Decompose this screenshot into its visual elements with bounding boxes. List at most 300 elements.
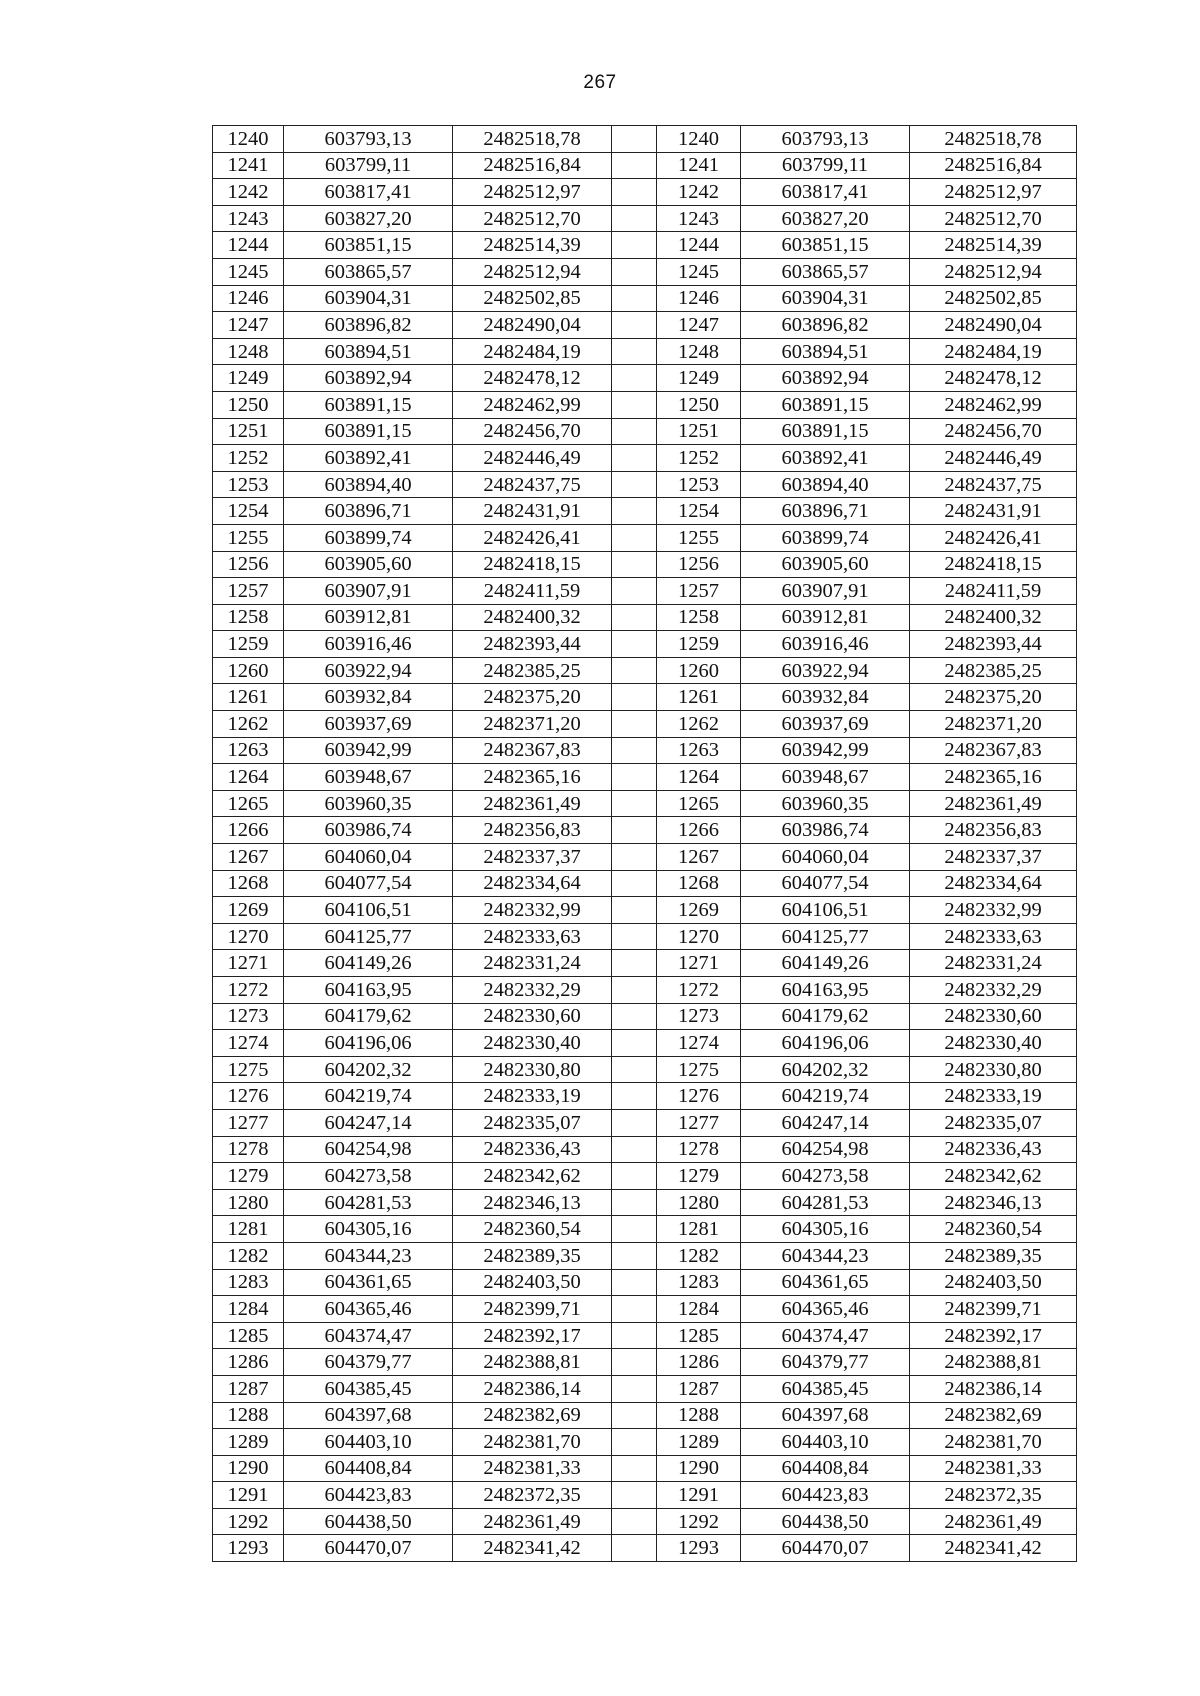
left-point-number: 1266: [213, 817, 284, 844]
left-y-coordinate: 2482484,19: [453, 338, 612, 365]
right-point-number: 1241: [657, 152, 741, 179]
table-row: [213, 1242, 1077, 1269]
right-y-coordinate: 2482385,25: [910, 657, 1077, 684]
left-y-coordinate: 2482437,75: [453, 471, 612, 498]
left-y-coordinate: 2482330,60: [453, 1003, 612, 1030]
left-y-coordinate: 2482346,13: [453, 1189, 612, 1216]
table-row: [213, 1482, 1077, 1509]
table-row: [213, 445, 1077, 472]
left-y-coordinate: 2482335,07: [453, 1109, 612, 1136]
right-y-coordinate: 2482437,75: [910, 471, 1077, 498]
separator-cell: [612, 1402, 657, 1429]
right-y-coordinate: 2482403,50: [910, 1269, 1077, 1296]
separator-cell: [612, 711, 657, 738]
separator-cell: [612, 817, 657, 844]
right-x-coordinate: 603892,41: [741, 445, 910, 472]
right-x-coordinate: 604361,65: [741, 1269, 910, 1296]
right-x-coordinate: 604202,32: [741, 1056, 910, 1083]
right-y-coordinate: 2482361,49: [910, 1508, 1077, 1535]
right-x-coordinate: 603892,94: [741, 365, 910, 392]
left-y-coordinate: 2482393,44: [453, 631, 612, 658]
separator-cell: [612, 870, 657, 897]
right-x-coordinate: 603851,15: [741, 232, 910, 259]
left-y-coordinate: 2482516,84: [453, 152, 612, 179]
right-x-coordinate: 603899,74: [741, 524, 910, 551]
left-point-number: 1256: [213, 551, 284, 578]
right-point-number: 1273: [657, 1003, 741, 1030]
right-point-number: 1249: [657, 365, 741, 392]
right-x-coordinate: 604423,83: [741, 1482, 910, 1509]
left-point-number: 1265: [213, 790, 284, 817]
right-x-coordinate: 604179,62: [741, 1003, 910, 1030]
table-row: [213, 205, 1077, 232]
right-point-number: 1290: [657, 1455, 741, 1482]
table-row: [213, 365, 1077, 392]
table-row: [213, 1455, 1077, 1482]
left-y-coordinate: 2482385,25: [453, 657, 612, 684]
left-x-coordinate: 604163,95: [284, 977, 453, 1004]
left-point-number: 1259: [213, 631, 284, 658]
table-row: [213, 1216, 1077, 1243]
left-y-coordinate: 2482462,99: [453, 391, 612, 418]
left-point-number: 1292: [213, 1508, 284, 1535]
table-row: [213, 737, 1077, 764]
table-row: [213, 498, 1077, 525]
right-y-coordinate: 2482411,59: [910, 578, 1077, 605]
right-point-number: 1278: [657, 1136, 741, 1163]
separator-cell: [612, 657, 657, 684]
left-y-coordinate: 2482332,99: [453, 897, 612, 924]
left-point-number: 1279: [213, 1163, 284, 1190]
left-point-number: 1268: [213, 870, 284, 897]
right-y-coordinate: 2482382,69: [910, 1402, 1077, 1429]
table-row: [213, 391, 1077, 418]
left-y-coordinate: 2482512,70: [453, 205, 612, 232]
right-y-coordinate: 2482361,49: [910, 790, 1077, 817]
table-row: [213, 844, 1077, 871]
right-y-coordinate: 2482456,70: [910, 418, 1077, 445]
separator-cell: [612, 152, 657, 179]
left-point-number: 1285: [213, 1322, 284, 1349]
right-point-number: 1271: [657, 950, 741, 977]
left-y-coordinate: 2482478,12: [453, 365, 612, 392]
table-row: [213, 471, 1077, 498]
right-y-coordinate: 2482512,97: [910, 179, 1077, 206]
left-y-coordinate: 2482512,97: [453, 179, 612, 206]
left-x-coordinate: 604344,23: [284, 1242, 453, 1269]
right-y-coordinate: 2482341,42: [910, 1535, 1077, 1562]
left-point-number: 1262: [213, 711, 284, 738]
left-y-coordinate: 2482382,69: [453, 1402, 612, 1429]
right-x-coordinate: 604470,07: [741, 1535, 910, 1562]
right-x-coordinate: 603904,31: [741, 285, 910, 312]
left-y-coordinate: 2482365,16: [453, 764, 612, 791]
right-y-coordinate: 2482381,70: [910, 1429, 1077, 1456]
separator-cell: [612, 338, 657, 365]
right-y-coordinate: 2482518,78: [910, 126, 1077, 153]
right-y-coordinate: 2482346,13: [910, 1189, 1077, 1216]
right-x-coordinate: 603891,15: [741, 391, 910, 418]
left-y-coordinate: 2482332,29: [453, 977, 612, 1004]
coordinates-table-body: [213, 126, 1077, 1562]
right-y-coordinate: 2482514,39: [910, 232, 1077, 259]
right-y-coordinate: 2482393,44: [910, 631, 1077, 658]
left-point-number: 1241: [213, 152, 284, 179]
table-row: [213, 1189, 1077, 1216]
left-x-coordinate: 604247,14: [284, 1109, 453, 1136]
right-point-number: 1262: [657, 711, 741, 738]
right-point-number: 1280: [657, 1189, 741, 1216]
table-row: [213, 126, 1077, 153]
right-point-number: 1291: [657, 1482, 741, 1509]
right-x-coordinate: 604254,98: [741, 1136, 910, 1163]
table-row: [213, 1508, 1077, 1535]
left-x-coordinate: 603892,94: [284, 365, 453, 392]
right-y-coordinate: 2482330,60: [910, 1003, 1077, 1030]
left-point-number: 1277: [213, 1109, 284, 1136]
left-x-coordinate: 604403,10: [284, 1429, 453, 1456]
left-y-coordinate: 2482360,54: [453, 1216, 612, 1243]
right-x-coordinate: 603865,57: [741, 258, 910, 285]
table-row: [213, 1429, 1077, 1456]
left-x-coordinate: 604408,84: [284, 1455, 453, 1482]
right-point-number: 1275: [657, 1056, 741, 1083]
right-x-coordinate: 604149,26: [741, 950, 910, 977]
left-x-coordinate: 603912,81: [284, 604, 453, 631]
left-point-number: 1289: [213, 1429, 284, 1456]
right-point-number: 1252: [657, 445, 741, 472]
left-y-coordinate: 2482356,83: [453, 817, 612, 844]
left-y-coordinate: 2482403,50: [453, 1269, 612, 1296]
left-x-coordinate: 604438,50: [284, 1508, 453, 1535]
right-y-coordinate: 2482333,63: [910, 923, 1077, 950]
left-x-coordinate: 603905,60: [284, 551, 453, 578]
right-y-coordinate: 2482418,15: [910, 551, 1077, 578]
separator-cell: [612, 126, 657, 153]
right-x-coordinate: 604273,58: [741, 1163, 910, 1190]
right-y-coordinate: 2482426,41: [910, 524, 1077, 551]
left-point-number: 1293: [213, 1535, 284, 1562]
separator-cell: [612, 684, 657, 711]
right-y-coordinate: 2482371,20: [910, 711, 1077, 738]
right-y-coordinate: 2482462,99: [910, 391, 1077, 418]
separator-cell: [612, 1242, 657, 1269]
left-x-coordinate: 603932,84: [284, 684, 453, 711]
right-point-number: 1243: [657, 205, 741, 232]
right-point-number: 1245: [657, 258, 741, 285]
separator-cell: [612, 1269, 657, 1296]
left-y-coordinate: 2482333,19: [453, 1083, 612, 1110]
table-row: [213, 764, 1077, 791]
right-x-coordinate: 603986,74: [741, 817, 910, 844]
right-x-coordinate: 603817,41: [741, 179, 910, 206]
table-row: [213, 977, 1077, 1004]
right-point-number: 1286: [657, 1349, 741, 1376]
left-y-coordinate: 2482386,14: [453, 1375, 612, 1402]
right-point-number: 1266: [657, 817, 741, 844]
left-point-number: 1246: [213, 285, 284, 312]
left-x-coordinate: 603896,71: [284, 498, 453, 525]
left-x-coordinate: 603948,67: [284, 764, 453, 791]
left-x-coordinate: 604060,04: [284, 844, 453, 871]
right-point-number: 1255: [657, 524, 741, 551]
left-y-coordinate: 2482418,15: [453, 551, 612, 578]
left-y-coordinate: 2482431,91: [453, 498, 612, 525]
left-x-coordinate: 603916,46: [284, 631, 453, 658]
left-point-number: 1284: [213, 1296, 284, 1323]
table-row: [213, 418, 1077, 445]
right-x-coordinate: 604344,23: [741, 1242, 910, 1269]
separator-cell: [612, 524, 657, 551]
separator-cell: [612, 205, 657, 232]
right-point-number: 1282: [657, 1242, 741, 1269]
left-point-number: 1283: [213, 1269, 284, 1296]
right-x-coordinate: 604060,04: [741, 844, 910, 871]
left-y-coordinate: 2482331,24: [453, 950, 612, 977]
right-y-coordinate: 2482399,71: [910, 1296, 1077, 1323]
separator-cell: [612, 1056, 657, 1083]
right-y-coordinate: 2482381,33: [910, 1455, 1077, 1482]
separator-cell: [612, 498, 657, 525]
right-x-coordinate: 603916,46: [741, 631, 910, 658]
left-y-coordinate: 2482333,63: [453, 923, 612, 950]
separator-cell: [612, 764, 657, 791]
left-point-number: 1287: [213, 1375, 284, 1402]
left-x-coordinate: 604423,83: [284, 1482, 453, 1509]
right-y-coordinate: 2482332,29: [910, 977, 1077, 1004]
table-row: [213, 1163, 1077, 1190]
left-y-coordinate: 2482399,71: [453, 1296, 612, 1323]
left-x-coordinate: 603904,31: [284, 285, 453, 312]
left-point-number: 1286: [213, 1349, 284, 1376]
left-point-number: 1249: [213, 365, 284, 392]
left-point-number: 1240: [213, 126, 284, 153]
left-x-coordinate: 603891,15: [284, 391, 453, 418]
left-point-number: 1248: [213, 338, 284, 365]
left-x-coordinate: 604397,68: [284, 1402, 453, 1429]
left-y-coordinate: 2482342,62: [453, 1163, 612, 1190]
left-x-coordinate: 603851,15: [284, 232, 453, 259]
right-y-coordinate: 2482392,17: [910, 1322, 1077, 1349]
table-row: [213, 338, 1077, 365]
left-y-coordinate: 2482388,81: [453, 1349, 612, 1376]
separator-cell: [612, 285, 657, 312]
table-row: [213, 897, 1077, 924]
right-y-coordinate: 2482484,19: [910, 338, 1077, 365]
right-x-coordinate: 604219,74: [741, 1083, 910, 1110]
right-point-number: 1287: [657, 1375, 741, 1402]
right-y-coordinate: 2482400,32: [910, 604, 1077, 631]
left-y-coordinate: 2482490,04: [453, 312, 612, 339]
table-row: [213, 179, 1077, 206]
left-x-coordinate: 604077,54: [284, 870, 453, 897]
right-y-coordinate: 2482331,24: [910, 950, 1077, 977]
right-point-number: 1260: [657, 657, 741, 684]
right-x-coordinate: 604379,77: [741, 1349, 910, 1376]
separator-cell: [612, 1003, 657, 1030]
table-row: [213, 1269, 1077, 1296]
right-y-coordinate: 2482490,04: [910, 312, 1077, 339]
left-x-coordinate: 604305,16: [284, 1216, 453, 1243]
left-point-number: 1258: [213, 604, 284, 631]
right-y-coordinate: 2482335,07: [910, 1109, 1077, 1136]
separator-cell: [612, 1535, 657, 1562]
separator-cell: [612, 312, 657, 339]
separator-cell: [612, 737, 657, 764]
right-y-coordinate: 2482356,83: [910, 817, 1077, 844]
separator-cell: [612, 578, 657, 605]
left-point-number: 1251: [213, 418, 284, 445]
separator-cell: [612, 471, 657, 498]
separator-cell: [612, 977, 657, 1004]
right-point-number: 1259: [657, 631, 741, 658]
right-point-number: 1285: [657, 1322, 741, 1349]
left-x-coordinate: 603960,35: [284, 790, 453, 817]
separator-cell: [612, 1163, 657, 1190]
right-x-coordinate: 604403,10: [741, 1429, 910, 1456]
left-y-coordinate: 2482375,20: [453, 684, 612, 711]
right-point-number: 1263: [657, 737, 741, 764]
right-y-coordinate: 2482342,62: [910, 1163, 1077, 1190]
left-point-number: 1291: [213, 1482, 284, 1509]
left-x-coordinate: 603986,74: [284, 817, 453, 844]
separator-cell: [612, 1429, 657, 1456]
right-x-coordinate: 604106,51: [741, 897, 910, 924]
right-x-coordinate: 604385,45: [741, 1375, 910, 1402]
page-number: 267: [583, 72, 617, 93]
separator-cell: [612, 1322, 657, 1349]
separator-cell: [612, 1109, 657, 1136]
left-y-coordinate: 2482411,59: [453, 578, 612, 605]
left-y-coordinate: 2482361,49: [453, 1508, 612, 1535]
right-x-coordinate: 603799,11: [741, 152, 910, 179]
right-y-coordinate: 2482502,85: [910, 285, 1077, 312]
left-x-coordinate: 604273,58: [284, 1163, 453, 1190]
left-y-coordinate: 2482334,64: [453, 870, 612, 897]
left-y-coordinate: 2482336,43: [453, 1136, 612, 1163]
table-row: [213, 1349, 1077, 1376]
right-point-number: 1277: [657, 1109, 741, 1136]
left-point-number: 1281: [213, 1216, 284, 1243]
right-y-coordinate: 2482330,80: [910, 1056, 1077, 1083]
separator-cell: [612, 897, 657, 924]
left-point-number: 1255: [213, 524, 284, 551]
left-x-coordinate: 603892,41: [284, 445, 453, 472]
separator-cell: [612, 1375, 657, 1402]
right-point-number: 1246: [657, 285, 741, 312]
table-row: [213, 711, 1077, 738]
left-x-coordinate: 603827,20: [284, 205, 453, 232]
right-y-coordinate: 2482478,12: [910, 365, 1077, 392]
left-y-coordinate: 2482330,40: [453, 1030, 612, 1057]
left-point-number: 1270: [213, 923, 284, 950]
left-point-number: 1276: [213, 1083, 284, 1110]
right-y-coordinate: 2482431,91: [910, 498, 1077, 525]
separator-cell: [612, 391, 657, 418]
left-x-coordinate: 603942,99: [284, 737, 453, 764]
left-x-coordinate: 604365,46: [284, 1296, 453, 1323]
table-row: [213, 631, 1077, 658]
right-y-coordinate: 2482512,70: [910, 205, 1077, 232]
right-y-coordinate: 2482336,43: [910, 1136, 1077, 1163]
right-point-number: 1244: [657, 232, 741, 259]
right-point-number: 1293: [657, 1535, 741, 1562]
left-point-number: 1278: [213, 1136, 284, 1163]
table-row: [213, 817, 1077, 844]
left-x-coordinate: 604125,77: [284, 923, 453, 950]
right-point-number: 1258: [657, 604, 741, 631]
left-x-coordinate: 603894,40: [284, 471, 453, 498]
right-point-number: 1247: [657, 312, 741, 339]
right-y-coordinate: 2482330,40: [910, 1030, 1077, 1057]
right-x-coordinate: 603827,20: [741, 205, 910, 232]
right-x-coordinate: 604408,84: [741, 1455, 910, 1482]
right-y-coordinate: 2482332,99: [910, 897, 1077, 924]
table-row: [213, 1136, 1077, 1163]
left-x-coordinate: 604374,47: [284, 1322, 453, 1349]
left-y-coordinate: 2482514,39: [453, 232, 612, 259]
left-y-coordinate: 2482518,78: [453, 126, 612, 153]
right-x-coordinate: 604374,47: [741, 1322, 910, 1349]
separator-cell: [612, 790, 657, 817]
left-point-number: 1263: [213, 737, 284, 764]
right-y-coordinate: 2482360,54: [910, 1216, 1077, 1243]
left-point-number: 1267: [213, 844, 284, 871]
left-x-coordinate: 604196,06: [284, 1030, 453, 1057]
table-row: [213, 1109, 1077, 1136]
left-point-number: 1264: [213, 764, 284, 791]
right-x-coordinate: 603793,13: [741, 126, 910, 153]
left-point-number: 1261: [213, 684, 284, 711]
left-y-coordinate: 2482381,33: [453, 1455, 612, 1482]
right-point-number: 1265: [657, 790, 741, 817]
left-x-coordinate: 604385,45: [284, 1375, 453, 1402]
left-point-number: 1288: [213, 1402, 284, 1429]
left-point-number: 1273: [213, 1003, 284, 1030]
table-row: [213, 285, 1077, 312]
table-row: [213, 578, 1077, 605]
right-x-coordinate: 603894,40: [741, 471, 910, 498]
right-point-number: 1257: [657, 578, 741, 605]
right-x-coordinate: 604163,95: [741, 977, 910, 1004]
separator-cell: [612, 631, 657, 658]
left-x-coordinate: 603799,11: [284, 152, 453, 179]
table-row: [213, 657, 1077, 684]
separator-cell: [612, 1189, 657, 1216]
right-y-coordinate: 2482388,81: [910, 1349, 1077, 1376]
right-x-coordinate: 604305,16: [741, 1216, 910, 1243]
right-y-coordinate: 2482365,16: [910, 764, 1077, 791]
left-x-coordinate: 603817,41: [284, 179, 453, 206]
right-point-number: 1281: [657, 1216, 741, 1243]
table-row: [213, 1030, 1077, 1057]
left-point-number: 1254: [213, 498, 284, 525]
left-point-number: 1275: [213, 1056, 284, 1083]
left-point-number: 1274: [213, 1030, 284, 1057]
left-point-number: 1290: [213, 1455, 284, 1482]
right-point-number: 1283: [657, 1269, 741, 1296]
left-x-coordinate: 603937,69: [284, 711, 453, 738]
left-x-coordinate: 604219,74: [284, 1083, 453, 1110]
right-x-coordinate: 604125,77: [741, 923, 910, 950]
right-y-coordinate: 2482516,84: [910, 152, 1077, 179]
left-x-coordinate: 603899,74: [284, 524, 453, 551]
right-x-coordinate: 603932,84: [741, 684, 910, 711]
right-point-number: 1272: [657, 977, 741, 1004]
table-row: [213, 1083, 1077, 1110]
left-y-coordinate: 2482502,85: [453, 285, 612, 312]
right-point-number: 1276: [657, 1083, 741, 1110]
